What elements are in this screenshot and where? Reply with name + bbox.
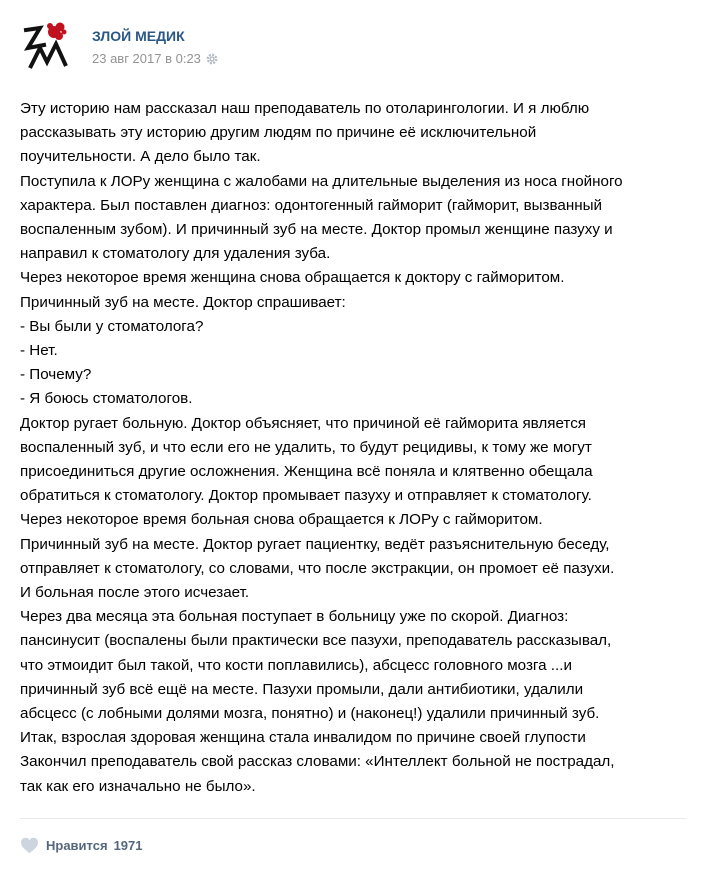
heart-icon bbox=[20, 837, 39, 854]
like-count: 1971 bbox=[113, 837, 143, 853]
post-text-line: присоединиться другие осложнения. Женщина всё поняла и клятвенно обещала bbox=[20, 463, 593, 481]
post-text-line: причинный зуб всё ещё на месте. Пазухи промыли, дали антибиотики, удалили bbox=[20, 680, 584, 698]
post-text-line: Закончил преподаватель свой рассказ словами: «Интеллект больной не пострадал, bbox=[20, 753, 615, 771]
post-text-line: пансинусит (воспалены были практически все пазухи, преподаватель рассказывал, bbox=[20, 632, 612, 650]
post-text-line: Эту историю нам рассказал наш преподаватель по отоларингологии. И я люблю bbox=[20, 100, 590, 117]
post-meta bbox=[92, 51, 218, 66]
post-text-line: направил к стоматологу для удаления зуба. bbox=[20, 245, 331, 263]
post-text-line: Причинный зуб на месте. Доктор ругает пациентку, ведёт разъяснительную беседу, bbox=[20, 535, 610, 553]
post-text-line: отправляет к стоматологу, со словами, что после экстракции, он промоет её пазухи. bbox=[20, 559, 615, 577]
post-text-line: - Я боюсь стоматологов. bbox=[20, 390, 193, 408]
post-text-line: рассказывать эту историю другим людям по причине её исключительной bbox=[20, 124, 537, 142]
post-text-line: абсцесс (с лобными долями мозга, понятно) и (наконец!) удалили причинный зуб. bbox=[20, 705, 600, 723]
post-text-line: воспаленный зуб, и что если его не удалить, то будут рецидивы, к тому же могут bbox=[20, 438, 592, 456]
post-text-line: - Нет. bbox=[20, 342, 58, 360]
post-text-line: И больная после этого исчезает. bbox=[20, 584, 250, 602]
post-text-line: воспаленным зубом). И причинный зуб на месте. Доктор промыл женщине пазуху и bbox=[20, 221, 613, 239]
gear-icon[interactable] bbox=[206, 53, 218, 65]
post-text bbox=[20, 97, 690, 799]
avatar[interactable] bbox=[20, 18, 74, 72]
post-text-line: поучительности. А дело было так. bbox=[20, 148, 261, 166]
post-date[interactable]: 23 авг 2017 в 0:23 bbox=[92, 51, 201, 66]
post-text-line: Доктор ругает больную. Доктор объясняет, что причиной её гайморита является bbox=[20, 414, 587, 432]
post-text-line: Через некоторое время больная снова обращается к ЛОРу с гайморитом. bbox=[20, 511, 543, 529]
post-text-line: Причинный зуб на месте. Доктор спрашивает: bbox=[20, 293, 346, 311]
post-text-line: Через некоторое время женщина снова обращается к доктору с гайморитом. bbox=[20, 269, 565, 287]
post-text-line: обратиться к стоматологу. Доктор промывает пазуху и отправляет к стоматологу. bbox=[20, 487, 592, 505]
zm-logo-icon bbox=[20, 18, 74, 72]
post-text-line: - Вы были у стоматолога? bbox=[20, 317, 204, 335]
post-text-line: - Почему? bbox=[20, 366, 92, 384]
post-text-line: Поступила к ЛОРу женщина с жалобами на длительные выделения из носа гнойного bbox=[20, 172, 623, 190]
post-text-line: Через два месяца эта больная поступает в больницу уже по скорой. Диагноз: bbox=[20, 608, 569, 626]
post-text-line: так как его изначально не было». bbox=[20, 777, 256, 795]
like-button[interactable] bbox=[20, 835, 142, 855]
author-name[interactable]: ЗЛОЙ МЕДИК bbox=[92, 28, 185, 44]
post-text-line: характера. Был поставлен диагноз: одонтогенный гайморит (гайморит, вызванный bbox=[20, 196, 603, 214]
post-text-line: что этмоидит был такой, что кости поплавились), абсцесс головного мозга ...и bbox=[20, 656, 572, 674]
like-label: Нравится bbox=[46, 837, 108, 853]
post-text-line: Итак, взрослая здоровая женщина стала инвалидом по причине своей глупости bbox=[20, 729, 586, 747]
footer-divider bbox=[20, 818, 686, 819]
